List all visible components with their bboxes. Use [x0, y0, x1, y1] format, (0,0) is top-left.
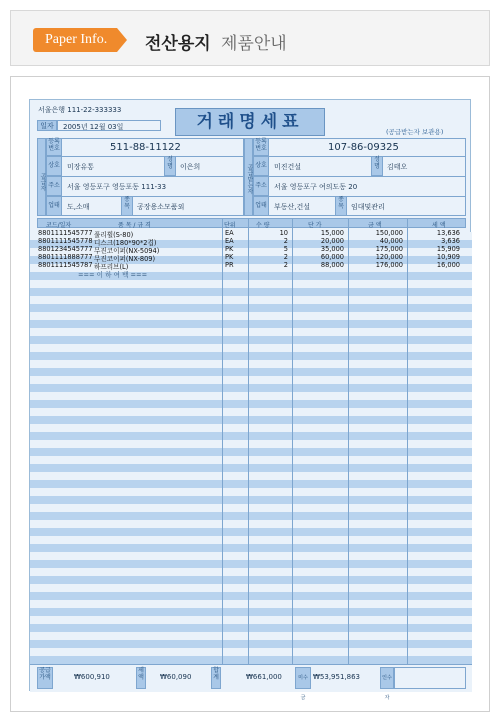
supplier-reg-label: 등록번호 — [46, 138, 62, 156]
supplier-business-item: 공장용소모품외 — [137, 203, 185, 211]
supplier-name-label: 상호 — [46, 156, 62, 176]
supplier-type-label: 업태 — [46, 196, 62, 216]
receiver-signature-box — [394, 667, 466, 689]
buyer-address: 서울 영등포구 여의도동 20 — [274, 183, 358, 191]
form-title: 거래명세표 — [175, 108, 325, 136]
buyer-reg-no: 107-86-09325 — [328, 142, 399, 153]
end-of-items-marker: === 이 하 여 백 === — [78, 271, 148, 279]
supply-amount-value: ₩600,910 — [74, 673, 110, 681]
supplier-rep-label: 성명 — [164, 156, 176, 176]
col-price: 단 가 — [308, 222, 322, 229]
total-value: ₩661,000 — [246, 673, 282, 681]
supplier-address: 서울 영등포구 영등포동 111-33 — [67, 183, 167, 191]
col-unit: 단위 — [224, 222, 236, 229]
buyer-rep: 김태오 — [387, 163, 408, 171]
item-table-body — [30, 232, 472, 664]
buyer-name-label: 상호 — [253, 156, 269, 176]
supplier-side-label: 공급자 — [37, 138, 46, 216]
col-amount: 금 액 — [368, 222, 382, 229]
buyer-name: 미진건설 — [274, 163, 302, 171]
supplier-business-type: 도,소매 — [67, 203, 90, 211]
tax-label: 세액 — [136, 667, 146, 689]
item-table-header — [37, 218, 466, 228]
receiver-label: 인수자 — [380, 667, 394, 689]
buyer-addr-label: 주소 — [253, 176, 269, 196]
buyer-item-label: 종목 — [335, 196, 347, 216]
bank-account: 서울은행 111-22-333333 — [38, 106, 122, 114]
page-title: 전산용지 — [145, 34, 211, 54]
buyer-business-item: 임대및관리 — [351, 203, 385, 211]
tax-value: ₩60,090 — [160, 673, 192, 681]
col-item: 품 목 / 규 격 — [118, 222, 151, 229]
supplier-name: 미장유통 — [67, 163, 95, 171]
supplier-addr-label: 주소 — [46, 176, 62, 196]
date-value: 2005년 12월 03일 — [63, 123, 124, 131]
date-label: 일자 — [37, 120, 57, 131]
supplier-rep: 이은희 — [180, 163, 201, 171]
buyer-reg-label: 등록번호 — [253, 138, 269, 156]
col-tax: 세 액 — [432, 222, 446, 229]
buyer-type-label: 업태 — [253, 196, 269, 216]
buyer-side-label: 공급받는자 — [244, 138, 253, 216]
copy-note: (공급받는자 보관용) — [386, 128, 444, 136]
balance-label: 미수금 — [295, 667, 311, 689]
balance-value: ₩53,951,863 — [313, 673, 361, 681]
total-label: 합계 — [211, 667, 221, 689]
paper-info-tag: Paper Info. — [33, 28, 117, 52]
col-code: 코드/일자 — [46, 222, 72, 229]
col-qty: 수 량 — [256, 222, 270, 229]
totals-row — [30, 664, 472, 701]
buyer-business-type: 부동산,건설 — [274, 203, 311, 211]
supply-amount-label: 공급가액 — [37, 667, 53, 689]
page-subtitle: 제품안내 — [221, 34, 287, 54]
supplier-item-label: 종목 — [121, 196, 133, 216]
transaction-statement-form: 서울은행 111-22-333333 일자 2005년 12월 03일 거래명세표 (공급받는자 보관용) 공급자 등록번호 511-88-11122 상호 미장유통 성명 이은희 주소 서울 영등포구 영등포동 111-33 업태 도,소매 종목 공장용소모품외 공급받는자 등록번호 107-86-09325 상호 미진건설 성명 김태오 주소 서울 영등포구 여의도동 20 업태 부동산,건설 종목 임대및관리 코드/일자 품 목 / 규 격 단위 수 량 단 가 금 액 세 액 8801111545777 풀리휠(S-80) EA 10 15,000 150,000 13,636 8801111545778 디스크(180*90*2겹) EA 2 20,000 40,000 3,636 8801234545777 무진코이퍼(NX-5094) PK 5 35,000 175,000 15,909 8801111888777 무진코이퍼(NX-809) PK 2 60,000 120,000 10,909 8801111545787 하프리브(L) PR 2 88,000 176,000 16,000 === 이 하 여 백 === 공급가액 ₩600,910 세액 ₩60,090 합계 ₩661,000 미수금 ₩53,951,863 인수자 — [29, 99, 471, 691]
supplier-reg-no: 511-88-11122 — [110, 142, 181, 153]
page-header — [10, 10, 490, 66]
buyer-rep-label: 성명 — [371, 156, 383, 176]
